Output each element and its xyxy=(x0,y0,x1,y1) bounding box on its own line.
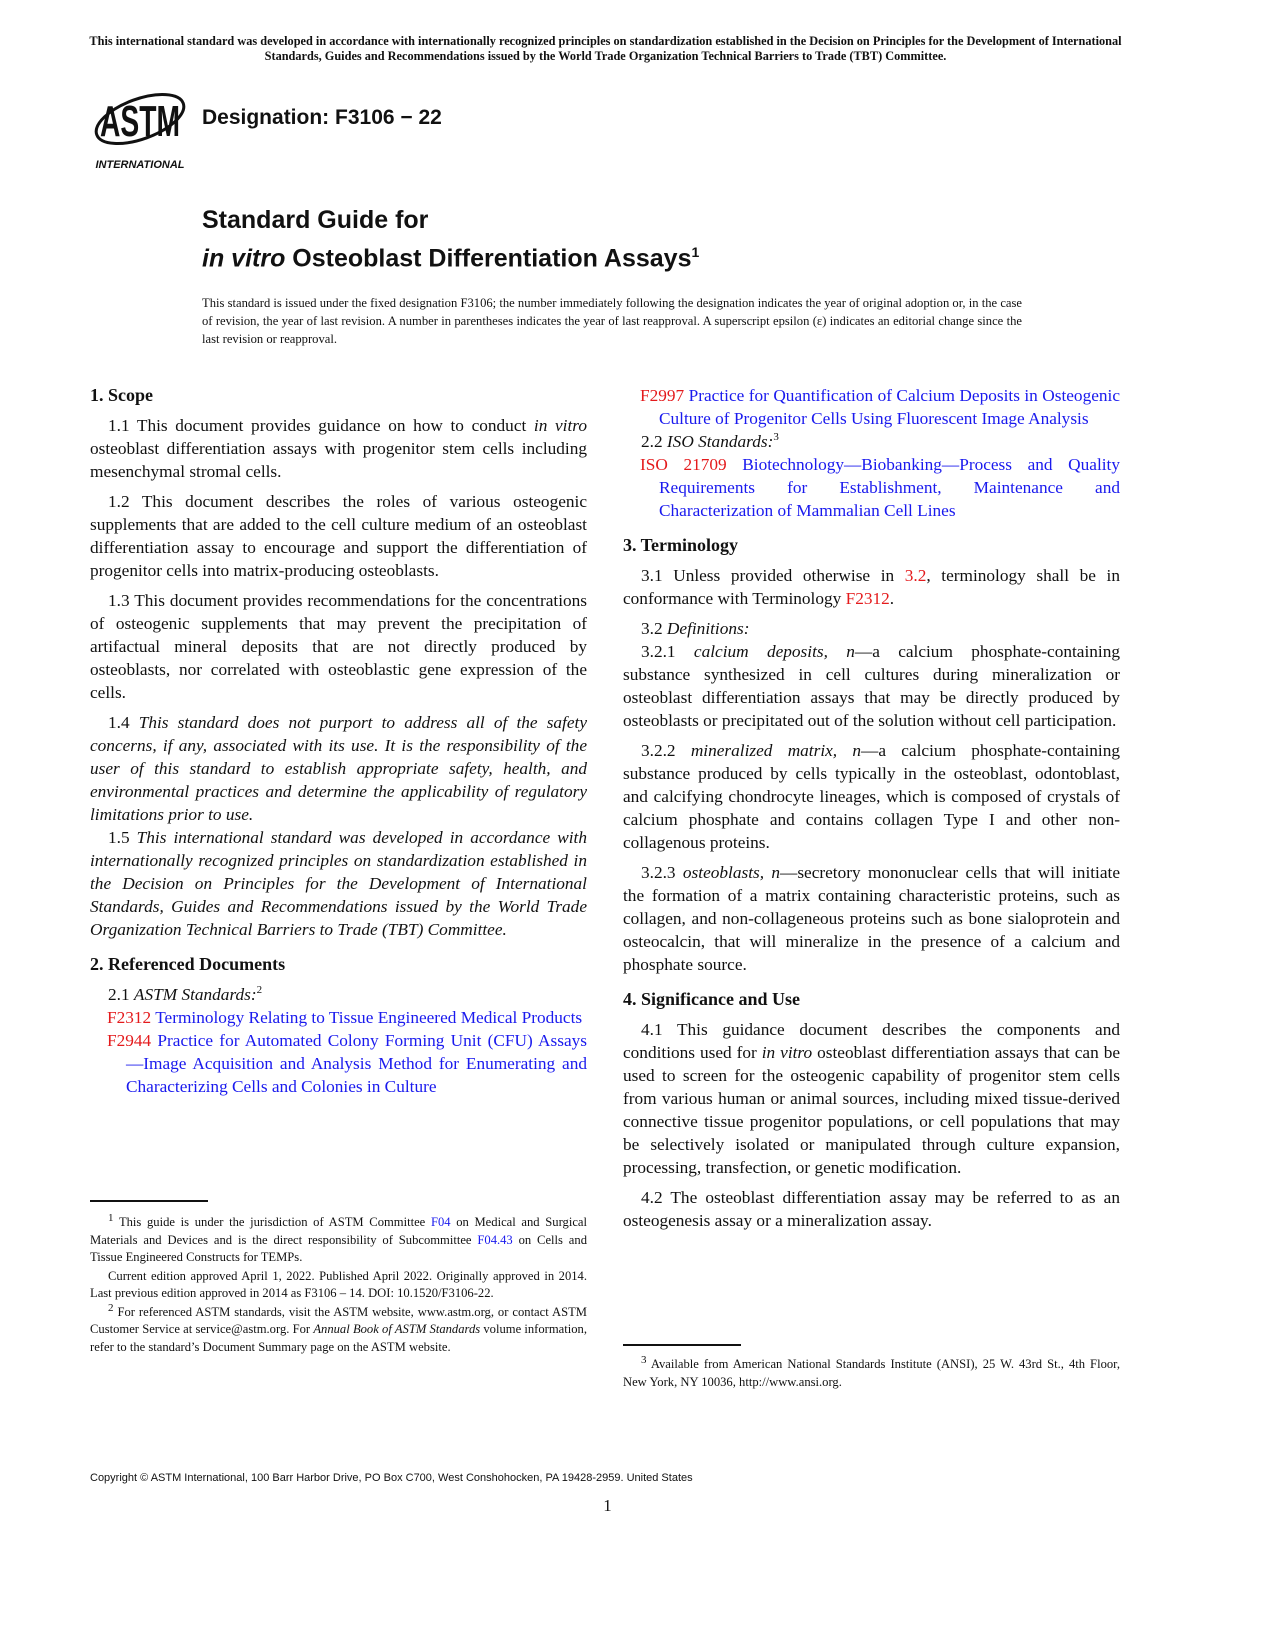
paragraph xyxy=(623,739,1120,854)
text-span: Definitions: xyxy=(666,619,750,638)
reference-link[interactable]: Practice for Automated Colony Forming Unit (CFU) Assays—Image Acquisition and Analysis Method for Enumerating and Characterizing Cells and Colonies in Culture xyxy=(126,1031,587,1096)
referenced-document xyxy=(90,1029,587,1098)
referenced-document xyxy=(623,453,1120,522)
footnote xyxy=(90,1268,587,1303)
text-span: This international standard was developed in accordance with internationally recognized principles on standardization established in the Decision on Principles for the Development of International Standards, Guides and Recommendations issued by the World Trade Organization Technical Barriers to Trade (TBT) Committee. xyxy=(90,828,587,939)
text-span: mineralized matrix, n xyxy=(690,741,862,760)
text-span: ASTM Standards: xyxy=(133,985,257,1004)
reference-link[interactable]: Biotechnology—Biobanking—Process and Quality Requirements for Establishment, Maintenance and Characterization of Mammalian Cell Lines xyxy=(659,455,1120,520)
reference-code-link[interactable]: F2944 xyxy=(107,1031,152,1050)
section-heading xyxy=(623,534,1120,557)
text-span: 4.1 This guidance document describes the components and conditions used for xyxy=(623,1020,1120,1062)
text-span: on Cells and Tissue Engineered Constructs for TEMPs. xyxy=(90,1232,587,1264)
text-span: , terminology shall be in conformance with Terminology xyxy=(623,566,1121,608)
astm-logo xyxy=(90,84,190,174)
document-title xyxy=(202,204,699,274)
right-column xyxy=(623,384,1120,1239)
reference-code-link[interactable]: F2997 xyxy=(640,386,685,405)
reference-link[interactable]: Practice for Quantification of Calcium Deposits in Osteogenic Culture of Progenitor Cells Using Fluorescent Image Analysis xyxy=(659,386,1120,428)
footnotes-left xyxy=(90,1211,588,1357)
footnotes-right xyxy=(623,1353,1120,1392)
text-span: This standard does not purport to address all of the safety concerns, if any, associated with its use. It is the responsibility of the user of this standard to establish appropriate safety, health, and environmental practices and determine the applicability of regulatory limitations prior to use. xyxy=(90,713,588,824)
footnote-divider xyxy=(90,1200,208,1202)
paragraph xyxy=(90,826,587,941)
section-heading xyxy=(623,988,1120,1011)
designation: Designation: F3106 − 22 xyxy=(202,106,442,129)
reference-code-link[interactable]: ISO 21709 xyxy=(640,455,727,474)
text-span: 1.2 This document describes the roles of various osteogenic supplements that are added to the cell culture medium of an osteoblast differentiation assay to encourage and support the differentiation of progenitor cells into matrix-producing osteoblasts. xyxy=(90,492,587,580)
title-line-1: Standard Guide for xyxy=(202,206,429,234)
footnote-ref[interactable]: 2 xyxy=(108,1301,114,1314)
text-span: 1.5 xyxy=(108,828,137,847)
text-span: 1. Scope xyxy=(90,385,153,405)
text-span: 3.2.2 xyxy=(641,741,691,760)
text-span: 3. Terminology xyxy=(623,535,739,555)
footnote-ref[interactable]: 2 xyxy=(256,984,263,997)
text-span: on Medical and Surgical Materials and Devices and is the direct responsibility of Subcommittee xyxy=(90,1215,588,1247)
title-rest: Osteoblast Differentiation Assays xyxy=(285,244,692,273)
text-span: —secretory mononuclear cells that will initiate the formation of a matrix containing characteristic proteins, such as collagen, and non-collageneous proteins such as bone sialoprotein and osteocalcin, that will mineralize in the presence of a calcium and phosphate source. xyxy=(623,863,1120,974)
text-span: 3.2.1 xyxy=(641,642,694,661)
text-span: calcium deposits, n xyxy=(693,642,855,661)
reference-link[interactable]: Terminology Relating to Tissue Engineered Medical Products xyxy=(151,1008,583,1027)
footnote-ref[interactable]: 3 xyxy=(641,1353,647,1366)
text-span: osteoblast differentiation assays with progenitor stem cells including mesenchymal stromal cells. xyxy=(90,439,587,481)
paragraph xyxy=(90,983,587,1006)
text-span: ISO Standards: xyxy=(666,432,774,451)
text-span: 3.2 xyxy=(641,619,667,638)
text-span: osteoblasts, n xyxy=(682,863,781,882)
reference-link[interactable]: F04 xyxy=(430,1215,451,1229)
footnote xyxy=(623,1353,1120,1391)
standards-notice: This international standard was developed in accordance with internationally recognized principles on standardization established in the Decision on Principles for the Development of International Standards, Guides and Recommendations issued by the World Trade Organization Technical Barriers to Trade (TBT) Committee. xyxy=(89,34,1122,63)
svg-text:ASTM: ASTM xyxy=(100,97,180,146)
section-heading xyxy=(90,953,587,976)
text-span: . xyxy=(889,589,895,608)
title-line-2 xyxy=(202,236,699,274)
paragraph xyxy=(623,1186,1120,1232)
paragraph xyxy=(623,617,1120,640)
reference-code-link[interactable]: F2312 xyxy=(845,589,890,608)
paragraph xyxy=(90,711,587,826)
footnote-ref[interactable]: 1 xyxy=(108,1211,114,1224)
paragraph xyxy=(623,640,1120,732)
text-span: 1.3 This document provides recommendations for the concentrations of osteogenic supplements that may prevent the precipitation of artifactual mineral deposits that are not directly produced by osteoblasts, nor correlated with osteoblastic gene expression of the cells. xyxy=(90,591,587,702)
text-span: volume information, refer to the standard’s Document Summary page on the ASTM website. xyxy=(90,1322,587,1354)
text-span: Available from American National Standards Institute (ANSI), 25 W. 43rd St., 4th Floor, New York, NY 10036, http://www.ansi.org. xyxy=(623,1357,1120,1389)
page-number: 1 xyxy=(603,1496,612,1515)
text-span: 1.4 xyxy=(108,713,139,732)
footnote-divider xyxy=(623,1344,741,1346)
reference-code-link[interactable]: F2312 xyxy=(107,1008,152,1027)
text-span: For referenced ASTM standards, visit the ASTM website, www.astm.org, or contact ASTM Customer Service at service@astm.org. For xyxy=(90,1304,587,1336)
left-column xyxy=(90,384,587,1098)
text-span: in vitro xyxy=(761,1043,813,1062)
paragraph xyxy=(623,1018,1120,1179)
paragraph xyxy=(90,490,587,582)
text-span: 3.2.3 xyxy=(641,863,683,882)
paragraph xyxy=(90,414,587,483)
footnote xyxy=(90,1301,587,1357)
text-span: This guide is under the jurisdiction of ASTM Committee xyxy=(113,1215,431,1229)
title-footnote-ref[interactable]: 1 xyxy=(691,244,700,260)
text-span: Current edition approved April 1, 2022. Published April 2022. Originally approved in 2014. Last previous edition approved in 2014 as F3106 – 14. DOI: 10.1520/F3106-22. xyxy=(90,1268,587,1300)
reference-code-link[interactable]: 3.2 xyxy=(904,566,927,585)
paragraph xyxy=(623,430,1120,453)
section-heading xyxy=(90,384,587,407)
footnote xyxy=(90,1211,588,1267)
text-span: —a calcium phosphate-containing substance produced by cells typically in the osteoblast, odontoblast, and calcifying chondrocyte lineages, which is composed of crystals of calcium phosphate and contains collagen Type I and other non-collagenous proteins. xyxy=(623,741,1120,852)
text-span: in vitro xyxy=(533,416,587,435)
paragraph xyxy=(623,861,1120,976)
text-span: 3.1 Unless provided otherwise in xyxy=(641,566,905,585)
text-span: 4.2 The osteoblast differentiation assay may be referred to as an osteogenesis assay or a mineralization assay. xyxy=(623,1188,1120,1230)
text-span: 4. Significance and Use xyxy=(623,989,801,1009)
svg-text:INTERNATIONAL: INTERNATIONAL xyxy=(95,159,185,171)
text-span: osteoblast differentiation assays that can be used to screen for the osteogenic capability of progenitor stem cells from various human or animal sources, including mixed tissue-derived connective tissue progenitor populations, or cell populations that may be selectively isolated or manipulated through culture expansion, processing, transfection, or genetic modification. xyxy=(623,1043,1121,1177)
text-span: 2.1 xyxy=(108,985,134,1004)
text-span: 2.2 xyxy=(641,432,667,451)
issue-note: This standard is issued under the fixed designation F3106; the number immediately following the designation indicates the year of original adoption or, in the case of revision, the year of last revision. A number in parentheses indicates the year of last reapproval. A superscript epsilon (ε) indicates an editorial change since the last revision or reapproval. xyxy=(202,296,1022,346)
text-span: 1.1 This document provides guidance on how to conduct xyxy=(108,416,534,435)
copyright: Copyright © ASTM International, 100 Barr Harbor Drive, PO Box C700, West Conshohocken, PA 19428-2959. United States xyxy=(90,1472,693,1484)
paragraph xyxy=(90,589,587,704)
text-span: 2. Referenced Documents xyxy=(90,954,286,974)
paragraph xyxy=(623,564,1120,610)
footnote-ref[interactable]: 3 xyxy=(773,431,779,444)
referenced-document xyxy=(623,384,1120,430)
reference-link[interactable]: F04.43 xyxy=(477,1232,513,1247)
text-span: —a calcium phosphate-containing substance synthesized in cell cultures during mineralization or osteoblast differentiation assays that may be directly produced by osteoblasts or precipitated out of the solution without cell participation. xyxy=(623,642,1121,730)
text-span: Annual Book of ASTM Standards xyxy=(313,1322,481,1336)
title-italic: in vitro xyxy=(202,244,286,273)
referenced-document xyxy=(90,1006,587,1029)
